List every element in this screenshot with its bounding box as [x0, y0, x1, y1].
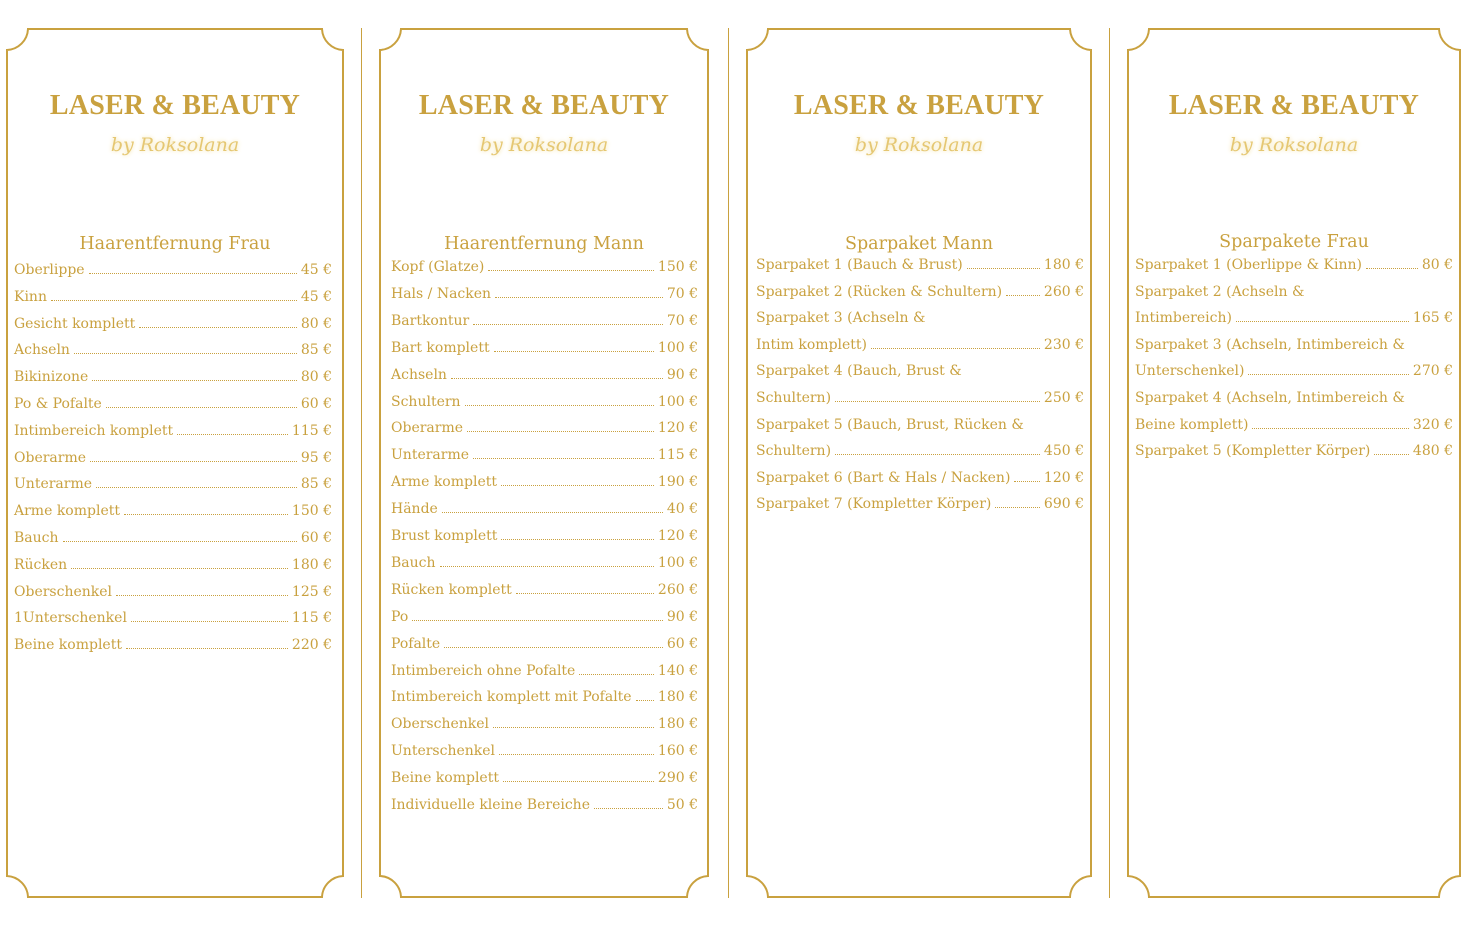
item-price: 80 €: [1421, 257, 1453, 273]
dot-leader: [124, 514, 288, 515]
item-price: 115 €: [291, 422, 332, 439]
list-item: [391, 766, 698, 786]
dot-leader: [1366, 268, 1418, 269]
list-item: [14, 419, 332, 439]
item-price: 270 €: [1412, 363, 1453, 380]
item-price: 140 €: [657, 662, 698, 679]
item-name: Po & Pofalte: [14, 396, 102, 412]
item-name: Bartkontur: [391, 312, 470, 329]
dot-leader: [412, 620, 663, 621]
section-title: Haarentfernung Frau: [79, 234, 271, 254]
item-price: 450 €: [1043, 443, 1084, 460]
item-name: Bauch: [14, 530, 59, 546]
list-item: [14, 472, 332, 492]
dot-leader: [444, 647, 663, 648]
dot-leader: [503, 781, 654, 782]
dot-leader: [1014, 481, 1040, 482]
list-item: [756, 253, 1084, 273]
brand-title: LASER & BEAUTY: [418, 90, 670, 121]
list-item: [391, 524, 698, 544]
item-price: 85 €: [300, 476, 332, 493]
list-item: [391, 605, 698, 625]
item-price: 100 €: [657, 393, 698, 410]
item-price: 230 €: [1043, 336, 1084, 353]
divider-line: [361, 28, 362, 898]
list-item: [391, 443, 698, 463]
list-item: [14, 446, 332, 466]
dot-leader: [74, 353, 297, 354]
item-name: Sparpaket 3 (Achseln &: [756, 310, 926, 327]
item-name-continued: Intim komplett): [756, 336, 868, 353]
item-price: 100 €: [657, 339, 698, 356]
item-price: 180 €: [291, 556, 332, 573]
dot-leader: [90, 461, 297, 462]
list-item-line: [1135, 386, 1453, 406]
price-panel: [746, 28, 1092, 898]
item-price: 80 €: [300, 369, 332, 386]
dot-leader: [493, 727, 654, 728]
item-name: Sparpaket 5 (Bauch, Brust, Rücken &: [756, 416, 1024, 433]
dot-leader: [451, 378, 663, 379]
item-name: Rücken komplett: [391, 581, 512, 598]
item-price: 180 €: [657, 689, 698, 706]
price-panel: [1127, 28, 1461, 898]
list-item-line: [1135, 280, 1453, 300]
item-price: 115 €: [291, 610, 332, 627]
item-name: Beine komplett: [14, 637, 122, 654]
item-price: 220 €: [291, 637, 332, 654]
dot-leader: [494, 351, 654, 352]
list-item: [756, 280, 1084, 300]
item-price: 60 €: [300, 530, 332, 546]
item-name: Sparpaket 1 (Bauch & Brust): [756, 257, 963, 273]
section-title: Sparpaket Mann: [844, 234, 994, 254]
item-name: Bikinizone: [14, 369, 89, 386]
item-price: 95 €: [300, 449, 332, 466]
list-item: [391, 470, 698, 490]
item-price: 115 €: [657, 447, 698, 464]
dot-leader: [835, 401, 1040, 402]
list-item: [756, 466, 1084, 486]
dot-leader: [177, 434, 288, 435]
dot-leader: [501, 539, 653, 540]
list-item: [14, 499, 332, 519]
dot-leader: [579, 674, 654, 675]
dot-leader: [995, 507, 1040, 508]
item-price: 290 €: [657, 770, 698, 787]
brand-title: LASER & BEAUTY: [49, 90, 301, 121]
brand-subtitle: by Roksolana: [854, 134, 984, 156]
list-item: [14, 312, 332, 332]
item-name-continued: Unterschenkel): [1135, 363, 1245, 380]
list-item: [14, 526, 332, 546]
section-title: Sparpakete Frau: [1219, 232, 1369, 252]
item-name: 1Unterschenkel: [14, 610, 127, 627]
dot-leader: [1006, 295, 1040, 296]
list-item: [14, 633, 332, 653]
item-name: Oberarme: [391, 420, 464, 437]
dot-leader: [636, 700, 654, 701]
item-name: Gesicht komplett: [14, 315, 136, 332]
list-item: [391, 632, 698, 652]
dot-leader: [1236, 321, 1409, 322]
dot-leader: [106, 407, 297, 408]
item-name: Kinn: [14, 288, 47, 305]
item-name: Unterarme: [14, 476, 93, 493]
list-item: [14, 258, 332, 278]
dot-leader: [1374, 454, 1409, 455]
dot-leader: [516, 593, 654, 594]
dot-leader: [126, 648, 288, 649]
brand-title: LASER & BEAUTY: [793, 90, 1045, 121]
item-price: 60 €: [666, 635, 698, 652]
list-item-line: [756, 359, 1084, 379]
item-price: 70 €: [666, 285, 698, 302]
dot-leader: [473, 324, 663, 325]
list-item: [1135, 359, 1453, 379]
list-item: [14, 606, 332, 626]
item-name: Rücken: [14, 556, 68, 573]
list-item: [1135, 253, 1453, 273]
list-item: [391, 255, 698, 275]
price-panel: [379, 28, 709, 898]
dot-leader: [51, 300, 297, 301]
brand-subtitle: by Roksolana: [1229, 134, 1359, 156]
item-name: Kopf (Glatze): [391, 259, 485, 275]
item-price: 260 €: [1043, 283, 1084, 300]
dot-leader: [92, 380, 297, 381]
item-price: 120 €: [1043, 469, 1084, 486]
list-item: [391, 739, 698, 759]
item-price: 60 €: [300, 396, 332, 412]
divider-line: [728, 28, 729, 898]
item-price: 165 €: [1412, 310, 1453, 327]
item-name: Pofalte: [391, 635, 441, 652]
item-name-continued: Schultern): [756, 390, 832, 406]
list-item: [391, 551, 698, 571]
item-price: 160 €: [657, 743, 698, 760]
item-name: Po: [391, 608, 409, 625]
list-item: [14, 365, 332, 385]
item-price: 150 €: [657, 259, 698, 275]
list-item: [1135, 306, 1453, 326]
list-item: [391, 685, 698, 705]
dot-leader: [71, 568, 288, 569]
item-name: Oberlippe: [14, 262, 85, 278]
item-name: Hals / Nacken: [391, 285, 492, 302]
list-item: [391, 712, 698, 732]
item-name: Oberschenkel: [14, 583, 113, 600]
dot-leader: [501, 485, 654, 486]
list-item: [391, 309, 698, 329]
dot-leader: [499, 754, 654, 755]
list-item: [391, 659, 698, 679]
item-name: Sparpaket 3 (Achseln, Intimbereich &: [1135, 336, 1405, 353]
item-name: Sparpaket 5 (Kompletter Körper): [1135, 443, 1371, 460]
dot-leader: [967, 268, 1040, 269]
list-item: [391, 416, 698, 436]
item-price: 125 €: [291, 583, 332, 600]
item-name: Sparpaket 4 (Achseln, Intimbereich &: [1135, 390, 1405, 406]
dot-leader: [594, 808, 663, 809]
list-item: [391, 578, 698, 598]
item-price: 480 €: [1412, 443, 1453, 460]
list-item: [1135, 413, 1453, 433]
list-item: [14, 338, 332, 358]
item-price: 85 €: [300, 342, 332, 359]
brand-subtitle: by Roksolana: [110, 134, 240, 156]
list-item: [756, 439, 1084, 459]
item-name-continued: Beine komplett): [1135, 416, 1249, 433]
item-name: Bart komplett: [391, 339, 490, 356]
item-name-continued: Schultern): [756, 443, 832, 460]
item-name: Hände: [391, 501, 438, 518]
list-item: [391, 793, 698, 813]
item-name: Arme komplett: [391, 474, 497, 491]
item-name: Sparpaket 2 (Achseln &: [1135, 283, 1305, 300]
item-name: Intimbereich ohne Pofalte: [391, 662, 576, 679]
brand-subtitle: by Roksolana: [479, 134, 609, 156]
list-item: [14, 553, 332, 573]
item-price: 180 €: [1043, 257, 1084, 273]
dot-leader: [1248, 374, 1408, 375]
item-price: 150 €: [291, 503, 332, 520]
list-item-line: [756, 413, 1084, 433]
item-name: Arme komplett: [14, 503, 120, 520]
item-name: Oberarme: [14, 449, 87, 466]
list-item: [1135, 439, 1453, 459]
item-name: Unterschenkel: [391, 743, 496, 760]
item-name: Sparpaket 4 (Bauch, Brust &: [756, 363, 962, 380]
item-name: Sparpaket 7 (Kompletter Körper): [756, 496, 992, 513]
dot-leader: [495, 297, 663, 298]
item-name: Schultern: [391, 393, 461, 410]
list-item: [756, 333, 1084, 353]
item-price: 120 €: [657, 528, 698, 544]
item-name: Intimbereich komplett mit Pofalte: [391, 689, 632, 706]
item-price: 70 €: [666, 312, 698, 329]
dot-leader: [1252, 428, 1408, 429]
dot-leader: [442, 512, 663, 513]
item-name: Achseln: [14, 342, 70, 359]
list-item-line: [1135, 333, 1453, 353]
item-name-continued: Intimbereich): [1135, 310, 1232, 327]
dot-leader: [440, 566, 654, 567]
section-title: Haarentfernung Mann: [444, 234, 644, 254]
item-name: Sparpaket 1 (Oberlippe & Kinn): [1135, 257, 1362, 273]
dot-leader: [139, 327, 297, 328]
list-item: [391, 497, 698, 517]
item-name: Sparpaket 2 (Rücken & Schultern): [756, 283, 1003, 300]
list-item: [756, 492, 1084, 512]
list-item: [391, 336, 698, 356]
item-name: Oberschenkel: [391, 716, 490, 733]
item-price: 190 €: [657, 474, 698, 491]
dot-leader: [465, 405, 654, 406]
item-name: Intimbereich komplett: [14, 422, 174, 439]
list-item-line: [756, 306, 1084, 326]
item-price: 690 €: [1043, 496, 1084, 513]
dot-leader: [63, 541, 297, 542]
list-item: [14, 392, 332, 412]
item-name: Bauch: [391, 554, 436, 571]
item-price: 180 €: [657, 716, 698, 733]
list-item: [391, 390, 698, 410]
dot-leader: [488, 270, 654, 271]
dot-leader: [871, 348, 1040, 349]
dot-leader: [473, 458, 654, 459]
price-panel: [6, 28, 344, 898]
item-price: 45 €: [300, 288, 332, 305]
item-price: 250 €: [1043, 390, 1084, 406]
item-name: Beine komplett: [391, 770, 499, 787]
list-item: [756, 386, 1084, 406]
item-name: Unterarme: [391, 447, 470, 464]
item-price: 90 €: [666, 608, 698, 625]
item-name: Brust komplett: [391, 528, 498, 544]
brand-title: LASER & BEAUTY: [1168, 90, 1420, 121]
dot-leader: [467, 431, 654, 432]
item-price: 45 €: [300, 262, 332, 278]
dot-leader: [835, 454, 1040, 455]
item-name: Individuelle kleine Bereiche: [391, 797, 590, 813]
list-item: [14, 285, 332, 305]
item-price: 100 €: [657, 554, 698, 571]
item-price: 320 €: [1412, 416, 1453, 433]
item-price: 120 €: [657, 420, 698, 437]
item-price: 80 €: [300, 315, 332, 332]
divider-line: [1109, 28, 1110, 898]
list-item: [391, 363, 698, 383]
dot-leader: [116, 595, 288, 596]
list-item: [14, 580, 332, 600]
item-name: Sparpaket 6 (Bart & Hals / Nacken): [756, 469, 1011, 486]
item-price: 260 €: [657, 581, 698, 598]
item-price: 90 €: [666, 366, 698, 383]
dot-leader: [89, 273, 297, 274]
list-item: [391, 282, 698, 302]
item-name: Achseln: [391, 366, 447, 383]
item-price: 50 €: [666, 797, 698, 813]
dot-leader: [131, 621, 288, 622]
dot-leader: [96, 487, 297, 488]
item-price: 40 €: [666, 501, 698, 518]
